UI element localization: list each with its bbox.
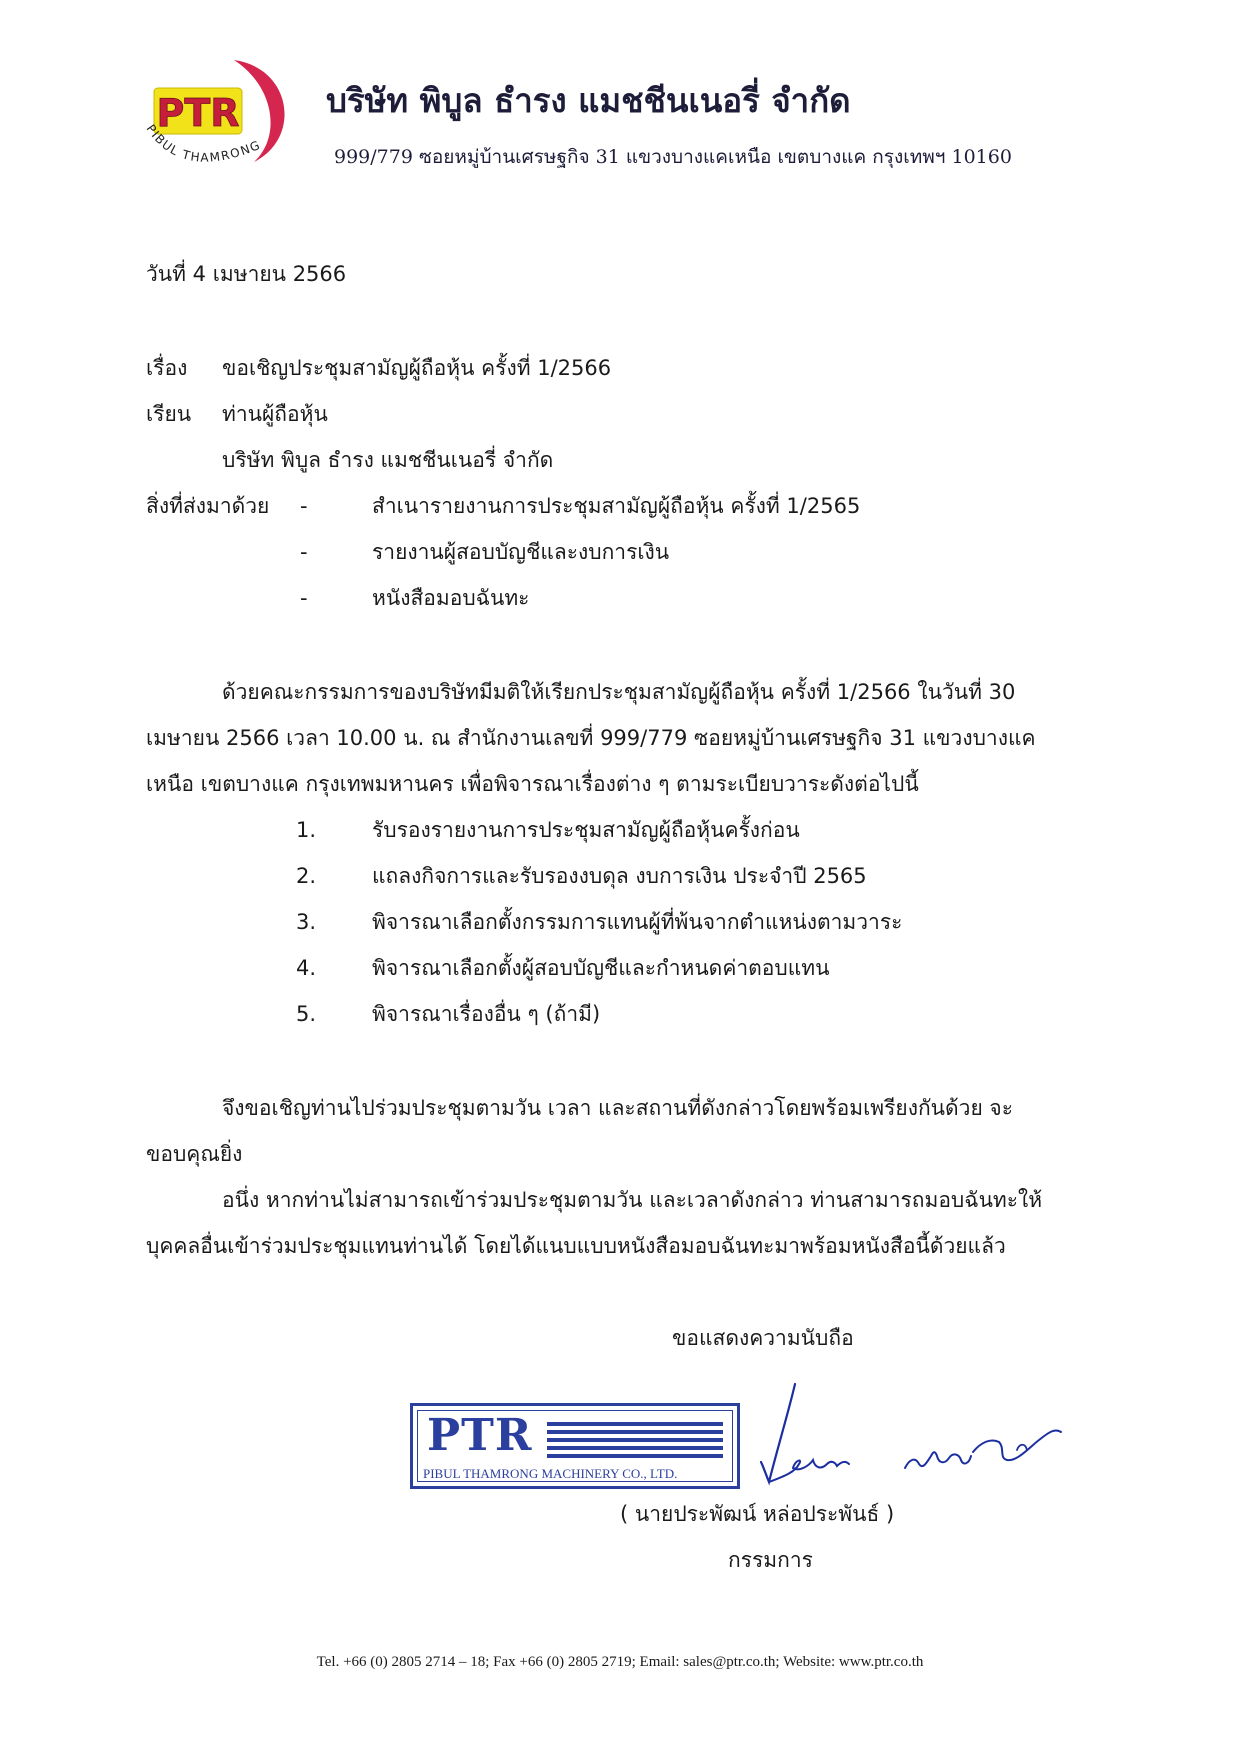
company-logo [142, 58, 302, 176]
agenda-item: พิจารณาเลือกตั้งผู้สอบบัญชีและกำหนดค่าตอบแทน [372, 956, 830, 980]
company-address: 999/779 ซอยหมู่บ้านเศรษฐกิจ 31 แขวงบางแคเหนือ เขตบางแค กรุงเทพฯ 10160 [334, 146, 1012, 168]
paragraph-1-line: ด้วยคณะกรรมการของบริษัทมีมติให้เรียกประชุมสามัญผู้ถือหุ้น ครั้งที่ 1/2566 ในวันที่ 30 [222, 680, 1016, 704]
enclosure-dash: - [300, 586, 308, 610]
logo-arc-text: PIBUL THAMRONG [143, 121, 264, 165]
stamp-logo: PTR [427, 1410, 533, 1461]
enclosure-dash: - [300, 540, 308, 564]
company-stamp [410, 1403, 740, 1489]
paragraph-1-line: เมษายน 2566 เวลา 10.00 น. ณ สำนักงานเลขที่ 999/779 ซอยหมู่บ้านเศรษฐกิจ 31 แขวงบางแค [146, 726, 1036, 750]
closing-regards: ขอแสดงความนับถือ [672, 1326, 854, 1350]
agenda-number: 4. [296, 956, 317, 980]
agenda-number: 5. [296, 1002, 317, 1026]
signer-title: กรรมการ [728, 1548, 813, 1572]
agenda-item: แถลงกิจการและรับรองงบดุล งบการเงิน ประจำปี 2565 [372, 864, 867, 888]
enclosure-item: รายงานผู้สอบบัญชีและงบการเงิน [372, 540, 670, 564]
agenda-number: 3. [296, 910, 317, 934]
stamp-company-name: PIBUL THAMRONG MACHINERY CO., LTD. [423, 1466, 678, 1481]
signer-name: ( นายประพัฒน์ หล่อประพันธ์ ) [620, 1502, 895, 1526]
agenda-item: พิจารณาเลือกตั้งกรรมการแทนผู้ที่พ้นจากตำแหน่งตามวาระ [372, 910, 903, 934]
agenda-item: รับรองรายงานการประชุมสามัญผู้ถือหุ้นครั้งก่อน [372, 818, 800, 842]
agenda-number: 1. [296, 818, 317, 842]
agenda-number: 2. [296, 864, 317, 888]
subject-label: เรื่อง [146, 356, 188, 380]
enclosure-dash: - [300, 494, 308, 518]
subject-text: ขอเชิญประชุมสามัญผู้ถือหุ้น ครั้งที่ 1/2566 [222, 356, 612, 380]
enclosure-item: สำเนารายงานการประชุมสามัญผู้ถือหุ้น ครั้งที่ 1/2565 [372, 494, 861, 518]
enclosure-item: หนังสือมอบฉันทะ [372, 586, 530, 610]
agenda-item: พิจารณาเรื่องอื่น ๆ (ถ้ามี) [372, 1002, 601, 1026]
footer-contact: Tel. +66 (0) 2805 2714 – 18; Fax +66 (0) 2805 2719; Email: sales@ptr.co.th; Website: www.ptr.co.th [316, 1654, 924, 1670]
svg-text:PTR: PTR [156, 91, 240, 135]
enclosures-label: สิ่งที่ส่งมาด้วย [146, 494, 270, 518]
paragraph-3-line: อนึ่ง หากท่านไม่สามารถเข้าร่วมประชุมตามวัน และเวลาดังกล่าว ท่านสามารถมอบฉันทะให้ [222, 1188, 1043, 1212]
paragraph-2-line: ขอบคุณยิ่ง [146, 1142, 243, 1166]
company-name: บริษัท พิบูล ธำรง แมชชีนเนอรี่ จำกัด [326, 81, 851, 120]
letter-date: วันที่ 4 เมษายน 2566 [146, 262, 347, 286]
recipient-line-2: บริษัท พิบูล ธำรง แมชชีนเนอรี่ จำกัด [222, 448, 554, 472]
paragraph-1-line: เหนือ เขตบางแค กรุงเทพมหานคร เพื่อพิจารณาเรื่องต่าง ๆ ตามระเบียบวาระดังต่อไปนี้ [146, 772, 919, 796]
paragraph-2-line: จึงขอเชิญท่านไปร่วมประชุมตามวัน เวลา และสถานที่ดังกล่าวโดยพร้อมเพรียงกันด้วย จะ [222, 1096, 1014, 1120]
paragraph-3-line: บุคคลอื่นเข้าร่วมประชุมแทนท่านได้ โดยได้แนบแบบหนังสือมอบฉันทะมาพร้อมหนังสือนี้ด้วยแล้ว [146, 1234, 1006, 1258]
stamp-stripes [547, 1422, 723, 1460]
handwritten-signature [755, 1380, 1065, 1490]
recipient-label: เรียน [146, 402, 192, 426]
recipient-line-1: ท่านผู้ถือหุ้น [222, 402, 328, 426]
